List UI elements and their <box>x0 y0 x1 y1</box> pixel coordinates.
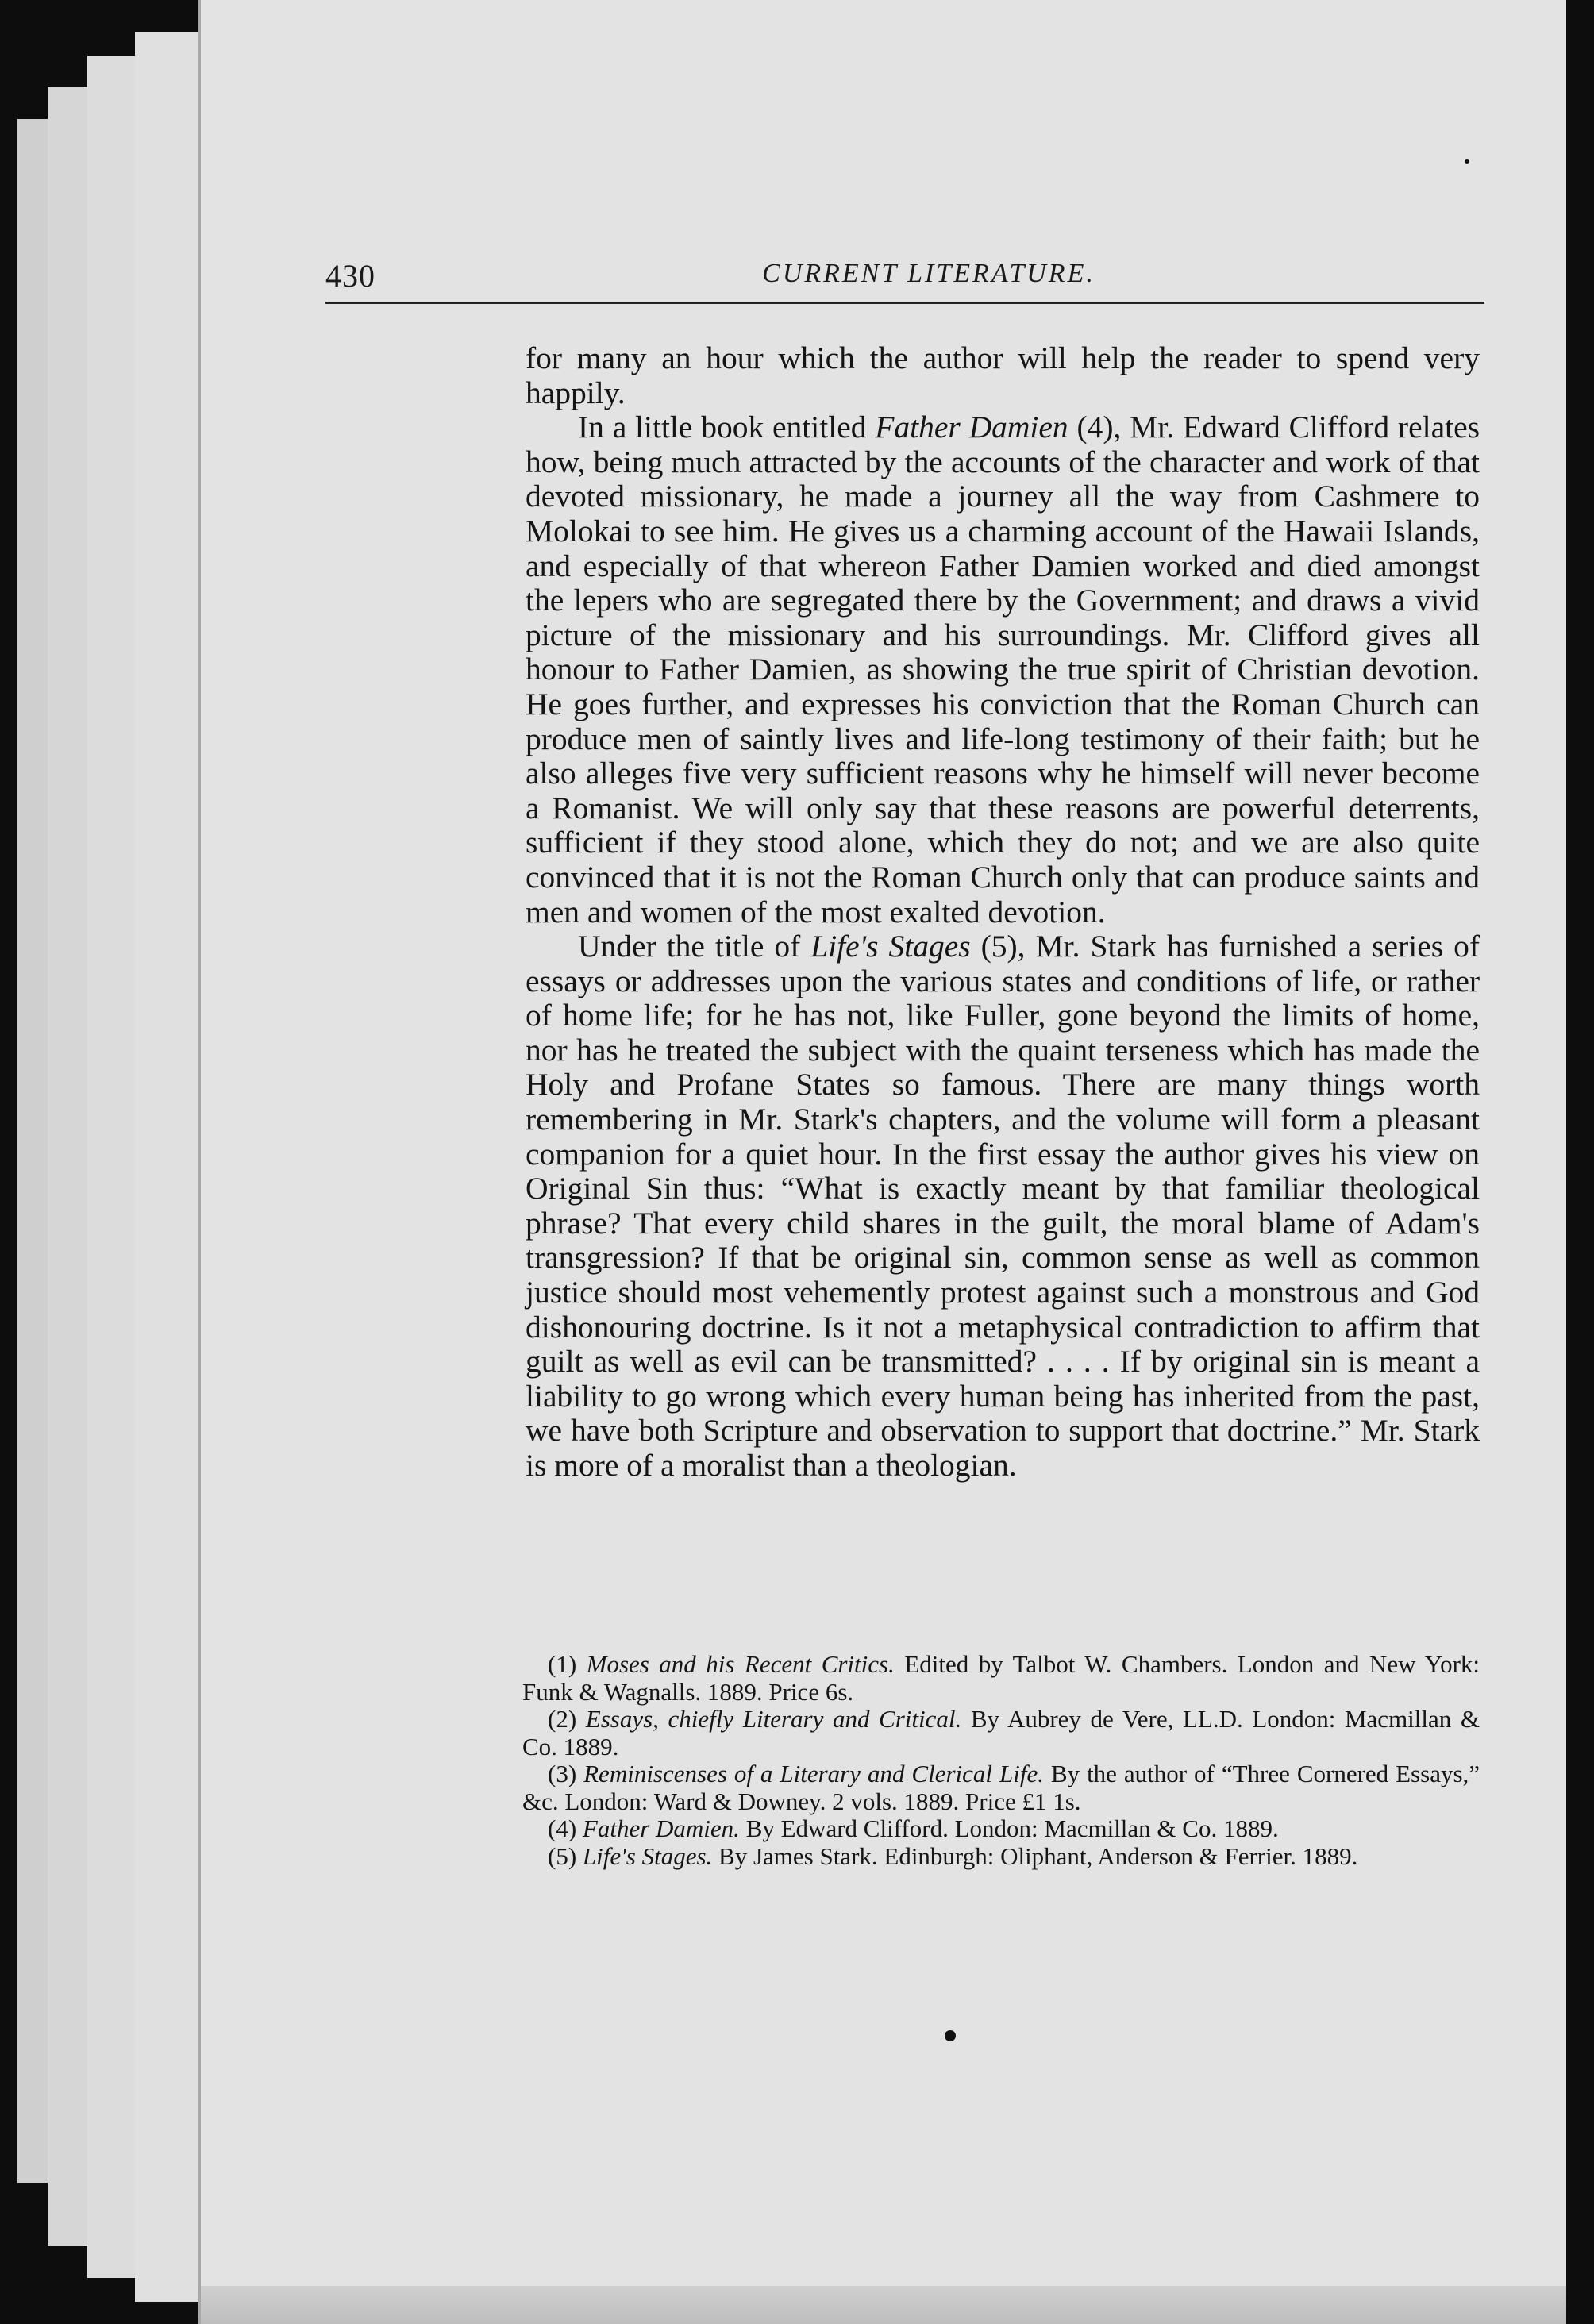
footnote-text: By the author of “Three Cornered Essays,” &c. London: Ward & Downey. 2 vols. 1889. Price £1 1s. <box>522 1760 1480 1815</box>
book-title: Life's Stages <box>810 929 971 964</box>
running-head: CURRENT LITERATURE. <box>762 259 1095 288</box>
footnote-number: (3) <box>548 1760 577 1787</box>
footnote <box>522 1706 1480 1760</box>
page-header <box>325 254 1484 304</box>
footnote <box>522 1651 1480 1706</box>
footnote-number: (5) <box>548 1841 577 1870</box>
paragraph-text: for many an hour which the author will help the reader to spend very happily. <box>526 341 1480 410</box>
footnote-title: Reminiscenses of a Literary and Clerical Life. <box>583 1760 1044 1787</box>
footnote <box>522 1815 1480 1843</box>
ink-speck <box>945 2030 956 2041</box>
footnote-number: (2) <box>548 1705 577 1733</box>
footnote-text: By Edward Clifford. London: Macmillan & Co. 1889. <box>739 1814 1279 1842</box>
footnotes <box>522 1651 1480 1870</box>
footnote <box>522 1843 1480 1871</box>
footnote-text: By James Stark. Edinburgh: Oliphant, Anderson & Ferrier. 1889. <box>712 1841 1358 1870</box>
footnote-number: (1) <box>548 1650 577 1678</box>
footnote-text: By Aubrey de Vere, LL.D. London: Macmillan & Co. 1889. <box>522 1705 1480 1760</box>
paragraph-text: In a little book entitled <box>578 410 876 445</box>
paragraph <box>526 929 1480 1483</box>
paragraph-text: (4), Mr. Edward Clifford relates how, being much attracted by the accounts of the character and work of that devoted missionary, he made a journey all the way from Cashmere to Molokai to see him. He gives us a charming account of the Hawaii Islands, and especially of that whereon Father Damien worked and died amongst the lepers who are segregated there by the Government; and draws a vivid picture of the missionary and his surroundings. Mr. Clifford gives all honour to Father Damien, as showing the true spirit of Christian devotion. He goes further, and expresses his conviction that the Roman Church can produce men of saintly lives and life-long testimony of their faith; but he also alleges five very sufficient reasons why he himself will never become a Romanist. We will only say that these reasons are powerful deterrents, sufficient if they stood alone, which they do not; and we are also quite convinced that it is not the Roman Church only that can produce saints and men and women of the most exalted devotion. <box>526 410 1480 929</box>
body-text <box>526 341 1480 1483</box>
paragraph-text: Under the title of <box>578 929 811 964</box>
footnote-title: Life's Stages. <box>582 1841 713 1870</box>
paragraph <box>526 341 1480 410</box>
paragraph <box>526 410 1480 929</box>
footnote-title: Moses and his Recent Critics. <box>586 1650 895 1678</box>
paragraph-text: (5), Mr. Stark has furnished a series of essays or addresses upon the various states and conditions of life, or rather of home life; for he has not, like Fuller, gone beyond the limits of home, nor has he treated the subject with the quaint terseness which has made the Holy and Profane States so famous. There are many things worth remembering in Mr. Stark's chapters, and the volume will form a pleasant companion for a quiet hour. In the first essay the author gives his view on Original Sin thus: “What is exactly meant by that familiar theological phrase? That every child shares in the guilt, the moral blame of Adam's transgression? If that be original sin, common sense as well as common justice should most vehemently protest against such a monstrous and God dishonouring doctrine. Is it not a metaphysical contradiction to affirm that guilt as well as evil can be transmitted? . . . . If by original sin is meant a liability to go wrong which every human being has inherited from the past, we have both Scripture and observation to support that doctrine.” Mr. Stark is more of a moralist than a theologian. <box>526 929 1480 1483</box>
footnote-title: Father Damien. <box>582 1814 740 1842</box>
ink-speck <box>1465 159 1469 164</box>
book-title: Father Damien <box>875 410 1068 445</box>
footnote-title: Essays, chiefly Literary and Critical. <box>585 1705 962 1733</box>
footnote-text: Edited by Talbot W. Chambers. London and New York: Funk & Wagnalls. 1889. Price 6s. <box>522 1650 1480 1706</box>
page-number: 430 <box>325 258 375 294</box>
footnote-number: (4) <box>548 1814 577 1842</box>
footnote <box>522 1760 1480 1815</box>
